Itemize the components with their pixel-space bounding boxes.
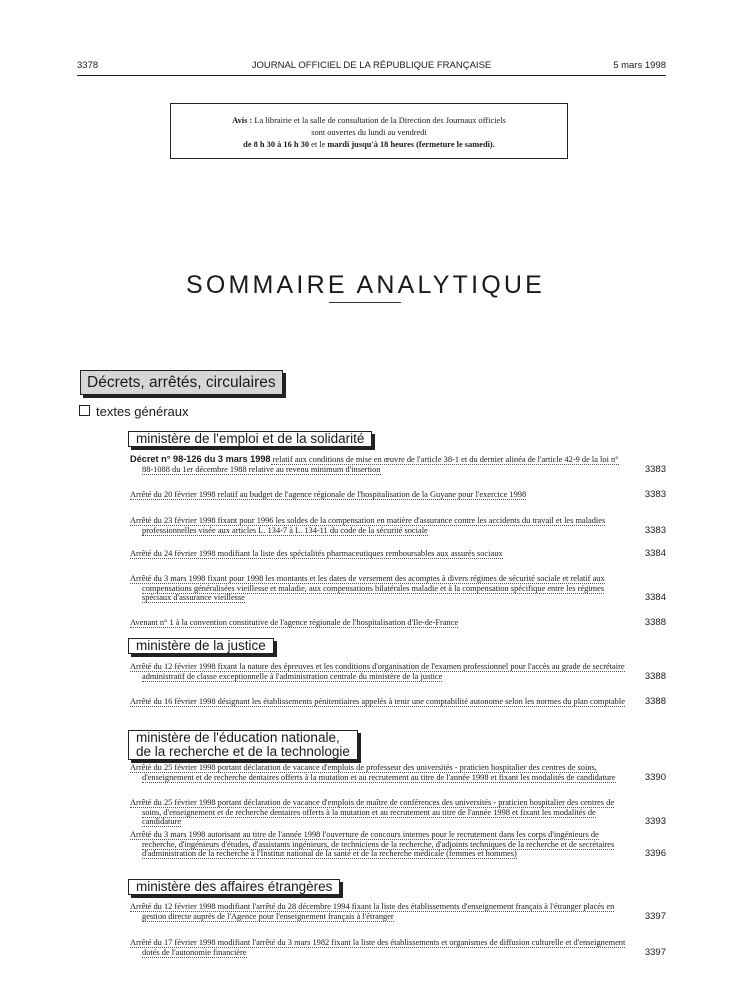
section-tab: Décrets, arrêtés, circulaires — [80, 370, 283, 395]
entry-text — [130, 798, 628, 827]
summary-entry[interactable] — [130, 516, 666, 535]
ministry-name-line: de la recherche et de la technologie — [136, 744, 350, 759]
entry-text — [130, 938, 628, 957]
summary-entry[interactable] — [130, 574, 666, 603]
summary-entry[interactable] — [130, 902, 666, 921]
entry-text — [130, 549, 628, 559]
entry-page-number: 3383 — [644, 489, 666, 500]
ministry-heading — [128, 431, 372, 447]
page-number: 3378 — [77, 60, 99, 71]
entry-title: relatif aux conditions de mise en œuvre de l'article 38-1 et du dernier alinéa de l'article 42-9 de la loi n° 88-1088 du 1er décembre 1988 relative au revenu minimum d'insertion — [142, 455, 619, 474]
summary-entry[interactable] — [130, 830, 666, 859]
ministry-name-line: ministère de l'éducation nationale, — [136, 730, 340, 745]
entry-title: Arrêté du 20 février 1998 relatif au budget de l'agence régionale de l'hospitalisation de la Guyane pour l'exercice 1998 — [130, 490, 527, 499]
entry-page-number: 3397 — [644, 910, 666, 922]
entry-page-number: 3383 — [644, 524, 666, 536]
entry-text — [130, 574, 628, 603]
entry-title: Arrêté du 23 février 1998 fixant pour 1996 les soldes de la compensation en matière d'assurance contre les accidents du travail et les maladies professionnelles visée aux articles L. 134-7 à L. 134-11 du code de la sécurité sociale — [130, 516, 606, 535]
notice-hours: de 8 h 30 à 16 h 30 — [243, 140, 310, 149]
entry-text — [130, 763, 628, 782]
ministry-heading — [128, 638, 274, 654]
notice-tuesday: mardi jusqu'à 18 heures (fermeture le samedi). — [327, 140, 495, 149]
summary-entry[interactable] — [130, 455, 666, 474]
title-rule — [329, 302, 401, 303]
notice-line-2: sont ouvertes du lundi au vendredi — [311, 128, 427, 137]
entry-page-number: 3383 — [644, 463, 666, 475]
entry-title: Avenant n° 1 à la convention constitutive de l'agence régionale de l'hospitalisation d'Ile-de-France — [130, 618, 459, 627]
notice-text-1: La librairie et la salle de consultation de la Direction des Journaux officiels — [254, 116, 506, 125]
subsection-label: textes généraux — [96, 404, 189, 419]
entry-text — [130, 618, 628, 628]
entry-page-number: 3384 — [644, 592, 666, 604]
entry-text — [130, 830, 628, 859]
page-title: SOMMAIRE ANALYTIQUE — [185, 270, 545, 299]
entry-title: Arrêté du 17 février 1998 modifiant l'arrêté du 3 mars 1982 fixant la liste des établissements et organismes de diffusion culturelle et d'enseignement dotés de l'autonomie financière — [130, 938, 626, 957]
ministry-name-line: ministère de l'emploi et de la solidarité — [136, 431, 365, 446]
entry-page-number: 3384 — [644, 548, 666, 559]
notice-line-3 — [171, 139, 567, 151]
subsection-heading — [79, 404, 189, 420]
checkbox-icon — [79, 405, 90, 416]
entry-title: Arrêté du 3 mars 1998 fixant pour 1998 les montants et les dates de versement des acomptes à divers régimes de sécurité sociale et relatif aux compensations généralisées vieillesse et maladie, aux compensations bilatérales maladie et à la compensation spécifique entre les régimes spéciaux d'assurance vieillesse — [130, 574, 605, 603]
entry-title: Arrêté du 24 février 1998 modifiant la liste des spécialités pharmaceutiques remboursables aux assurés sociaux — [130, 549, 503, 558]
summary-entry[interactable] — [130, 618, 666, 628]
journal-title: JOURNAL OFFICIEL DE LA RÉPUBLIQUE FRANÇAISE — [251, 60, 492, 71]
issue-date: 5 mars 1998 — [613, 60, 666, 71]
notice-box — [170, 103, 568, 159]
ministry-heading — [128, 879, 340, 895]
entry-title: Arrêté du 25 février 1998 portant déclaration de vacance d'emplois de professeur des universités - praticien hospitalier des centres de soins, d'enseignement et de recherche dentaires offerts à la mutation et au recrutement au titre de l'année 1998 et fixant les modalités de candidature — [130, 763, 616, 782]
entry-page-number: 3397 — [644, 946, 666, 958]
entry-title: Arrêté du 12 février 1998 modifiant l'arrêté du 28 décembre 1994 fixant la liste des établissements d'enseignement français à l'étranger placés en gestion directe auprès de l'Agence pour l'enseignement français à l'étranger — [130, 902, 615, 921]
summary-entry[interactable] — [130, 662, 666, 681]
entry-page-number: 3388 — [644, 670, 666, 682]
notice-connector: et le — [311, 140, 326, 149]
entry-page-number: 3390 — [644, 771, 666, 783]
summary-entry[interactable] — [130, 763, 666, 782]
summary-entry[interactable] — [130, 938, 666, 957]
ministry-name-line: ministère des affaires étrangères — [136, 879, 333, 894]
entry-text — [130, 902, 628, 921]
entry-text — [130, 662, 628, 681]
ministry-heading — [128, 730, 358, 760]
summary-entry[interactable] — [130, 697, 666, 707]
summary-entry[interactable] — [130, 549, 666, 559]
entry-decree-ref: Décret n° 98-126 du 3 mars 1998 — [130, 454, 271, 464]
running-header — [77, 60, 666, 72]
header-rule — [77, 75, 666, 76]
entry-page-number: 3388 — [644, 617, 666, 628]
notice-label: Avis : — [232, 116, 253, 125]
entry-title: Arrêté du 12 février 1998 fixant la nature des épreuves et les conditions d'organisation de l'examen professionnel pour l'accès au grade de secrétaire administratif de classe exceptionnelle à l'administration centrale du ministère de la justice — [130, 662, 625, 681]
entry-title: Arrêté du 25 février 1998 portant déclaration de vacance d'emplois de maître de conférences des universités - praticien hospitalier des centres de soins, d'enseignement et de recherche dentaires offerts à la mutation et au recrutement au titre de l'année 1998 et fixant les modalités de candidature — [130, 798, 615, 827]
entry-text — [130, 697, 628, 707]
entry-title: Arrêté du 16 février 1998 désignant les établissements pénitentiaires appelés à tenir une comptabilité autonome selon les normes du plan comptable — [130, 697, 625, 706]
ministry-name-line: ministère de la justice — [136, 638, 266, 653]
entry-page-number: 3393 — [644, 816, 666, 828]
entry-text — [130, 516, 628, 535]
entry-text — [130, 455, 628, 474]
entry-page-number: 3396 — [644, 848, 666, 860]
entry-page-number: 3388 — [644, 696, 666, 707]
summary-entry[interactable] — [130, 490, 666, 500]
notice-line-1 — [171, 115, 567, 127]
entry-title: Arrêté du 3 mars 1998 autorisant au titre de l'année 1998 l'ouverture de concours internes pour le recrutement dans les corps d'ingénieurs de recherche, d'ingénieurs d'études, d'assistants ingénieurs, de techniciens de la recherche, d'adjoints techniques de la recherche et de secrétaires d'administration de la recherche à l'Institut national de la santé et de la recherche médicale (femmes et hommes) — [130, 830, 615, 859]
entry-text — [130, 490, 628, 500]
summary-entry[interactable] — [130, 798, 666, 827]
